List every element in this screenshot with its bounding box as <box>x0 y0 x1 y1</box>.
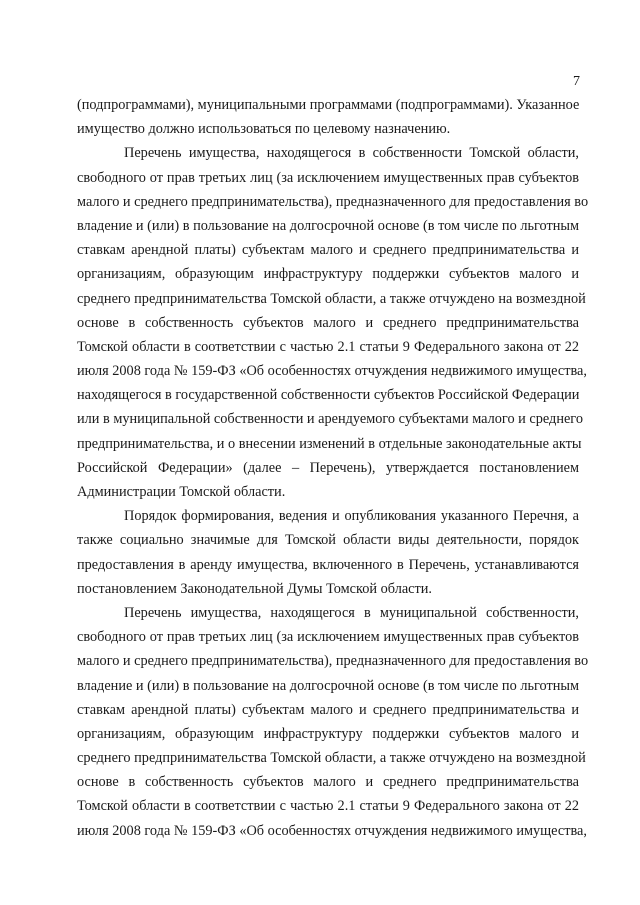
text-line: владение и (или) в пользование на долгосрочной основе (в том числе по льготным <box>77 677 579 694</box>
text-line: среднего предпринимательства Томской области, а также отчуждено на возмездной <box>77 290 586 307</box>
text-line: малого и среднего предпринимательства), предназначенного для предоставления во <box>77 193 589 210</box>
text-line: Порядок формирования, ведения и опубликования указанного Перечня, а <box>124 508 579 525</box>
text-line: свободного от прав третьих лиц (за исключением имущественных прав субъектов <box>77 629 579 646</box>
text-line: июля 2008 года № 159-ФЗ «Об особенностях отчуждения недвижимого имущества, <box>77 363 587 380</box>
text-line: ставкам арендной платы) субъектам малого и среднего предпринимательства и <box>77 242 579 259</box>
text-line: предпринимательства, и о внесении изменений в отдельные законодательные акты <box>77 435 582 452</box>
paragraph <box>77 93 579 141</box>
paragraph <box>77 141 589 504</box>
text-line: малого и среднего предпринимательства), предназначенного для предоставления во <box>77 653 589 670</box>
document-body <box>77 93 589 843</box>
paragraph <box>77 601 589 843</box>
text-line: Перечень имущества, находящегося в собственности Томской области, <box>124 145 579 162</box>
text-line: находящегося в государственной собственности субъектов Российской Федерации <box>77 387 580 404</box>
text-line: организациям, образующим инфраструктуру поддержки субъектов малого и <box>77 266 579 283</box>
text-line: среднего предпринимательства Томской области, а также отчуждено на возмездной <box>77 750 586 767</box>
text-line: ставкам арендной платы) субъектам малого и среднего предпринимательства и <box>77 701 579 718</box>
text-line: июля 2008 года № 159-ФЗ «Об особенностях отчуждения недвижимого имущества, <box>77 822 587 839</box>
text-line: основе в собственность субъектов малого и среднего предпринимательства <box>77 774 579 791</box>
text-line: основе в собственность субъектов малого и среднего предпринимательства <box>77 314 579 331</box>
page-number: 7 <box>573 74 580 89</box>
text-line: Администрации Томской области. <box>77 484 286 500</box>
text-line: имущество должно использоваться по целевому назначению. <box>77 121 451 138</box>
text-line: организациям, образующим инфраструктуру поддержки субъектов малого и <box>77 725 579 742</box>
text-line: (подпрограммами), муниципальными программами (подпрограммами). Указанное <box>77 97 580 113</box>
text-line: Перечень имущества, находящегося в муниципальной собственности, <box>124 604 579 621</box>
text-line: Российской Федерации» (далее – Перечень), утверждается постановлением <box>77 459 579 476</box>
text-line: предоставления в аренду имущества, включенного в Перечень, устанавливаются <box>77 556 579 573</box>
paragraph <box>77 504 579 601</box>
text-line: также социально значимые для Томской области виды деятельности, порядок <box>77 532 579 549</box>
text-line: Томской области в соответствии с частью 2.1 статьи 9 Федерального закона от 22 <box>77 798 579 815</box>
text-line: или в муниципальной собственности и арендуемого субъектами малого и среднего <box>77 411 583 428</box>
text-line: владение и (или) в пользование на долгосрочной основе (в том числе по льготным <box>77 217 579 234</box>
text-line: свободного от прав третьих лиц (за исключением имущественных прав субъектов <box>77 169 579 186</box>
text-line: постановлением Законодательной Думы Томской области. <box>77 580 432 597</box>
text-line: Томской области в соответствии с частью 2.1 статьи 9 Федерального закона от 22 <box>77 338 579 355</box>
